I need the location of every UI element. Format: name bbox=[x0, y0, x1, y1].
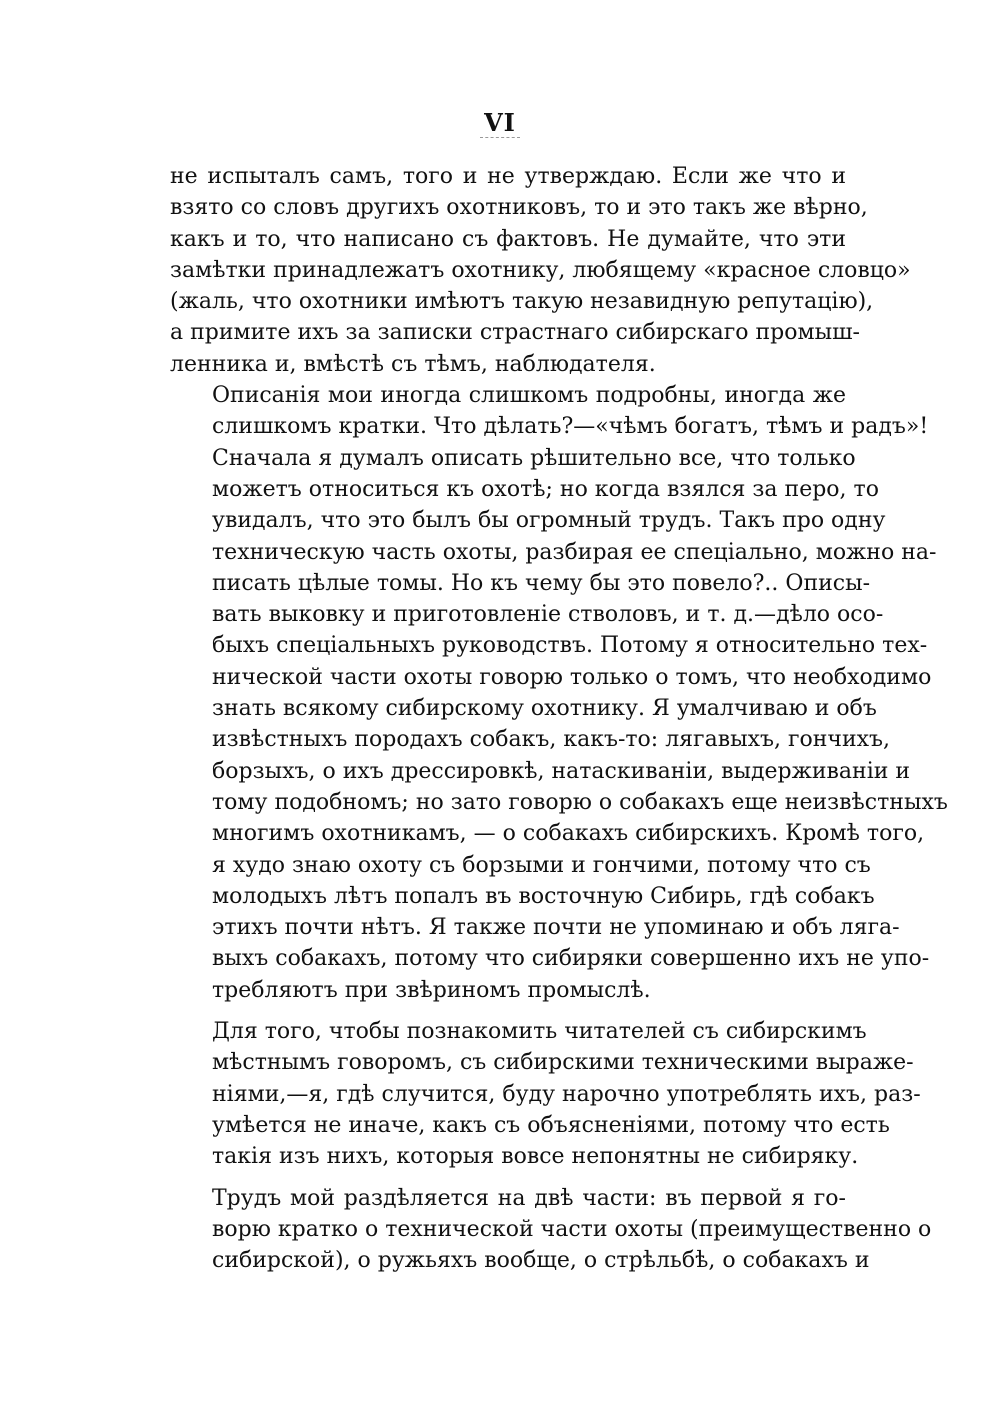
text-line: я худо знаю охоту съ борзыми и гончими, потому что съ bbox=[212, 852, 871, 878]
text-line: выхъ собакахъ, потому что сибиряки совершенно ихъ не упо- bbox=[212, 946, 930, 972]
paragraph bbox=[170, 1016, 921, 1172]
page-number-rule bbox=[480, 137, 520, 138]
text-line: Для того, чтобы познакомить читателей съ сибирскимъ bbox=[212, 1019, 867, 1045]
text-line: требляютъ при звѣриномъ промыслѣ. bbox=[212, 977, 651, 1003]
text-line: замѣтки принадлежатъ охотнику, любящему «красное словцо» bbox=[170, 257, 911, 283]
text-body bbox=[170, 161, 948, 1276]
paragraph bbox=[170, 443, 948, 1006]
text-line: Описанія мои иногда слишкомъ подробны, иногда же bbox=[212, 383, 846, 409]
text-line: ніями,—я, гдѣ случится, буду нарочно употреблять ихъ, раз- bbox=[212, 1081, 921, 1107]
text-line: Сначала я думалъ описать рѣшительно все, что только bbox=[212, 445, 856, 471]
text-line: умѣется не иначе, какъ съ объясненіями, потому что есть bbox=[212, 1112, 890, 1138]
text-line: слишкомъ кратки. Что дѣлать?—«чѣмъ богатъ, тѣмъ и радъ»! bbox=[212, 414, 929, 440]
text-line: писать цѣлые томы. Но къ чему бы это повело?.. Описы- bbox=[212, 570, 871, 596]
text-line: а примите ихъ за записки страстнаго сибирскаго промыш- bbox=[170, 320, 860, 346]
text-line: можетъ относиться къ охотѣ; но когда взялся за перо, то bbox=[212, 476, 879, 502]
text-line: взято со словъ другихъ охотниковъ, то и это такъ же вѣрно, bbox=[170, 195, 868, 221]
paragraph bbox=[170, 1183, 932, 1277]
text-line: тому подобномъ; но зато говорю о собакахъ еще неизвѣстныхъ bbox=[212, 789, 948, 815]
text-line: ленника и, вмѣстѣ съ тѣмъ, наблюдателя. bbox=[170, 351, 656, 377]
text-line: мѣстнымъ говоромъ, съ сибирскими техническими выраже- bbox=[212, 1050, 914, 1076]
text-line: ворю кратко о технической части охоты (преимущественно о bbox=[212, 1216, 932, 1242]
text-line: многимъ охотникамъ, — о собакахъ сибирскихъ. Кромѣ того, bbox=[212, 821, 925, 847]
page-number bbox=[0, 108, 1000, 138]
text-line: техническую часть охоты, разбирая ее спеціально, можно на- bbox=[212, 539, 937, 565]
text-line: Трудъ мой раздѣляется на двѣ части: въ первой я го- bbox=[212, 1185, 846, 1211]
text-line: быхъ спеціальныхъ руководствъ. Потому я относительно тех- bbox=[212, 633, 928, 659]
text-line: такія изъ нихъ, которыя вовсе непонятны не сибиряку. bbox=[212, 1144, 859, 1170]
paragraph bbox=[170, 161, 911, 380]
text-line: молодыхъ лѣтъ попалъ въ восточную Сибирь, гдѣ собакъ bbox=[212, 883, 875, 909]
text-line: не испыталъ самъ, того и не утверждаю. Если же что и bbox=[170, 164, 846, 189]
text-line: извѣстныхъ породахъ собакъ, какъ-то: лягавыхъ, гончихъ, bbox=[212, 727, 891, 753]
page-number-label: VI bbox=[484, 108, 516, 137]
text-line: нической части охоты говорю только о томъ, что необходимо bbox=[212, 664, 932, 690]
text-line: увидалъ, что это былъ бы огромный трудъ. Такъ про одну bbox=[212, 508, 886, 534]
text-line: какъ и то, что написано съ фактовъ. Не думайте, что эти bbox=[170, 226, 846, 252]
text-line: знать всякому сибирскому охотнику. Я умалчиваю и объ bbox=[212, 696, 877, 722]
text-line: (жаль, что охотники имѣютъ такую незавидную репутацію), bbox=[170, 289, 874, 315]
text-line: борзыхъ, о ихъ дрессировкѣ, натаскиваніи, выдерживаніи и bbox=[212, 758, 911, 784]
text-line: вать выковку и приготовленіе стволовъ, и т. д.—дѣло осо- bbox=[212, 602, 884, 628]
text-line: сибирской), о ружьяхъ вообще, о стрѣльбѣ, о собакахъ и bbox=[212, 1248, 870, 1274]
paragraph bbox=[170, 380, 929, 443]
text-line: этихъ почти нѣтъ. Я также почти не упоминаю и объ ляга- bbox=[212, 915, 900, 941]
